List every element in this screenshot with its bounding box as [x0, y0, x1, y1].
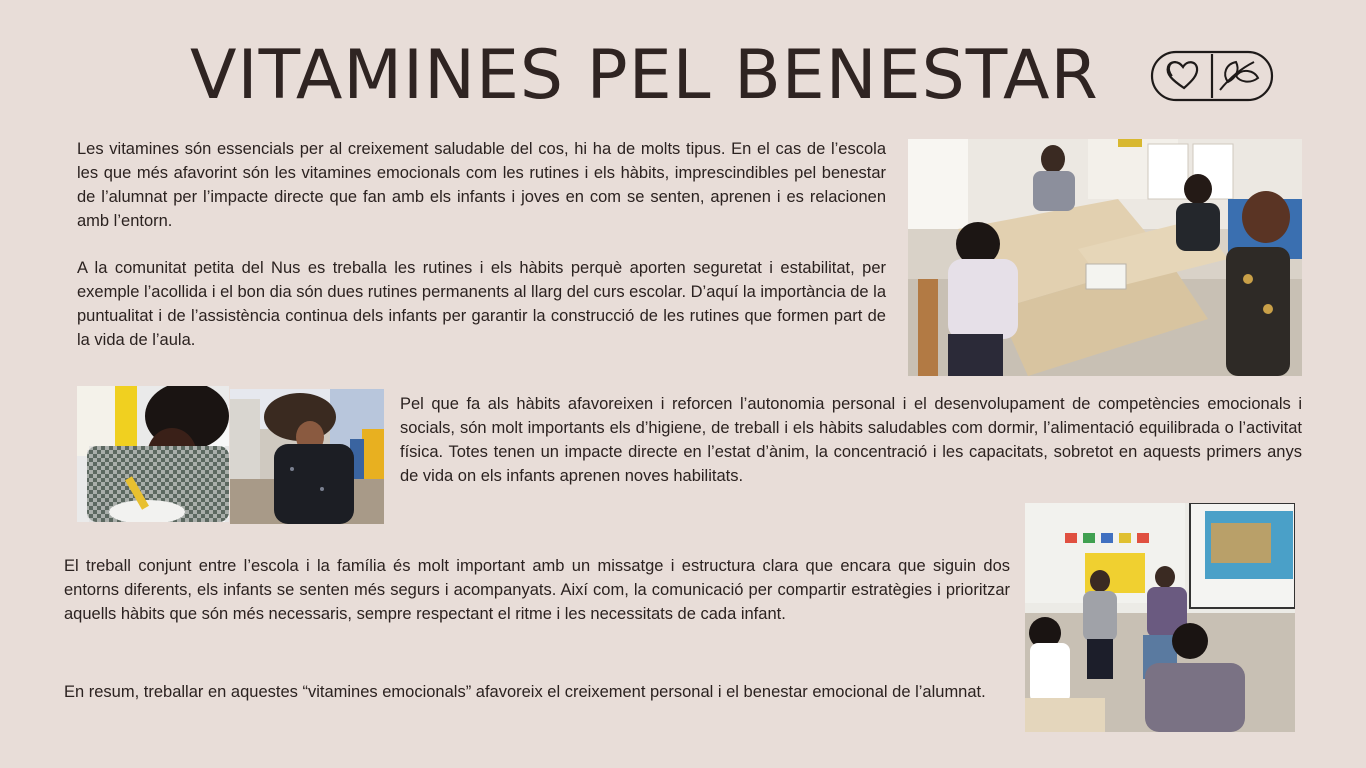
child-standing-photo	[230, 389, 384, 524]
circle-time-photo	[1025, 503, 1295, 732]
classroom-table-photo	[908, 139, 1302, 376]
page-title: VITAMINES PEL BENESTAR	[190, 36, 1099, 115]
habits-paragraph: Pel que fa als hàbits afavoreixen i reforcen l’autonomia personal i el desenvolupament de competències emocionals i socials, són molt importants els d’higiene, de treball i els hàbits saludables com dormir, l’alimentació equilibrada o l’activitat física. Totes tenen un impacte directe en l’estat d’ànim, la concentració i les capacitats, sobretot en aquests primers anys de vida on els infants aprenen noves habilitats.	[400, 395, 1302, 485]
child-eating-photo	[77, 386, 229, 522]
heart-leaf-logo-icon	[1150, 50, 1274, 102]
summary-paragraph: En resum, treballar en aquestes “vitamines emocionals” afavoreix el creixement personal i el benestar emocional de l’alumnat.	[64, 683, 986, 701]
family-paragraph: El treball conjunt entre l’escola i la família és molt important amb un missatge i estructura clara que encara que siguin dos entorns diferents, els infants se senten més segurs i acompanyats. Així com, la comunicació per compartir estratègies i prioritzar aquells hàbits que són més necessaris, sempre respectant el ritme i les necessitats de cada infant.	[64, 557, 1010, 623]
intro-paragraph: Les vitamines són essencials per al creixement saludable del cos, hi ha de molts tipus. En el cas de l’escola les que més afavorint són les vitamines emocionals com les rutines i els hàbits, imprescindibles pel benestar de l’alumnat per l’impacte directe que fan amb els infants i joves en com se senten, aprenen i es relacionen amb l’entorn.	[77, 140, 886, 230]
routines-paragraph: A la comunitat petita del Nus es treballa les rutines i els hàbits perquè aporten seguretat i estabilitat, per exemple l’acollida i el bon dia són dues rutines permanents al llarg del curs escolar. D’aquí la importància de la puntualitat i de l’assistència continua dels infants per garantir la construcció de les rutines que formen part de la vida de l’aula.	[77, 259, 886, 349]
